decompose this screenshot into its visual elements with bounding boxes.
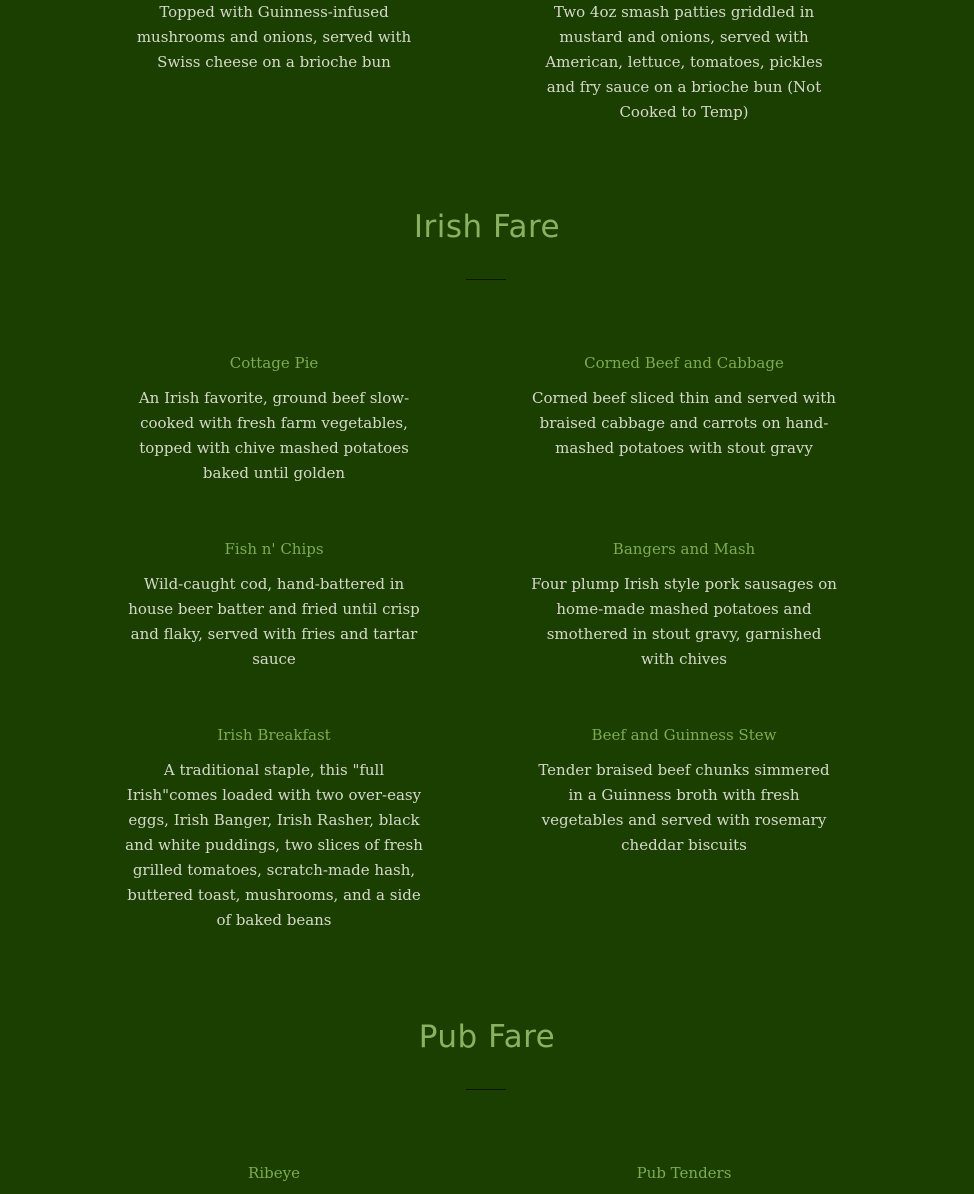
section-title-irish-fare: Irish Fare — [413, 209, 561, 245]
item-description: Topped with Guinness-infused mushrooms and onions, served with Swiss cheese on a brioche bun — [136, 3, 412, 71]
item-title: Irish Breakfast — [217, 726, 331, 744]
menu-item-ribeye — [119, 1162, 429, 1194]
item-title: Pub Tenders — [636, 1164, 732, 1182]
item-description: Tender braised beef chunks simmered in a Guinness broth with fresh vegetables and served with rosemary cheddar biscuits — [538, 761, 830, 854]
item-title: Beef and Guinness Stew — [591, 726, 777, 744]
item-title: Fish n' Chips — [224, 540, 324, 558]
item-description: Two 4oz smash patties griddled in mustard and onions, served with American, lettuce, tomatoes, pickles and fry sauce on a brioche bun (Not Cooked to Temp) — [545, 3, 823, 121]
item-description: Four plump Irish style pork sausages on home-made mashed potatoes and smothered in stout gravy, garnished with chives — [531, 575, 837, 668]
menu-item-fish-n-chips — [119, 538, 429, 672]
menu-item-corned-beef-and-cabbage — [529, 352, 839, 461]
item-title: Cottage Pie — [229, 354, 319, 372]
item-description: An Irish favorite, ground beef slow-cooked with fresh farm vegetables, topped with chive mashed potatoes baked until golden — [138, 389, 410, 482]
menu-item-smash-burger — [529, 0, 839, 125]
item-title: Bangers and Mash — [612, 540, 756, 558]
item-title: Corned Beef and Cabbage — [584, 354, 784, 372]
menu-item-cottage-pie — [119, 352, 429, 486]
menu-item-irish-breakfast — [119, 724, 429, 933]
section-divider — [466, 1089, 506, 1090]
menu-item-bangers-and-mash — [529, 538, 839, 672]
item-description: A traditional staple, this "full Irish"comes loaded with two over-easy eggs, Irish Banger, Irish Rasher, black and white puddings, two slices of fresh grilled tomatoes, scratch-made hash, buttered toast, mushrooms, and a side of baked beans — [125, 761, 423, 929]
item-description: Wild-caught cod, hand-battered in house beer batter and fried until crisp and flaky, served with fries and tartar sauce — [128, 575, 420, 668]
menu-item-guinness-burger — [119, 0, 429, 75]
item-title: Ribeye — [248, 1164, 300, 1182]
section-divider — [466, 279, 506, 280]
item-description: Corned beef sliced thin and served with braised cabbage and carrots on hand-mashed potatoes with stout gravy — [532, 389, 836, 457]
menu-item-pub-tenders — [529, 1162, 839, 1194]
menu-item-beef-and-guinness-stew — [529, 724, 839, 858]
section-title-pub-fare: Pub Fare — [418, 1019, 556, 1055]
